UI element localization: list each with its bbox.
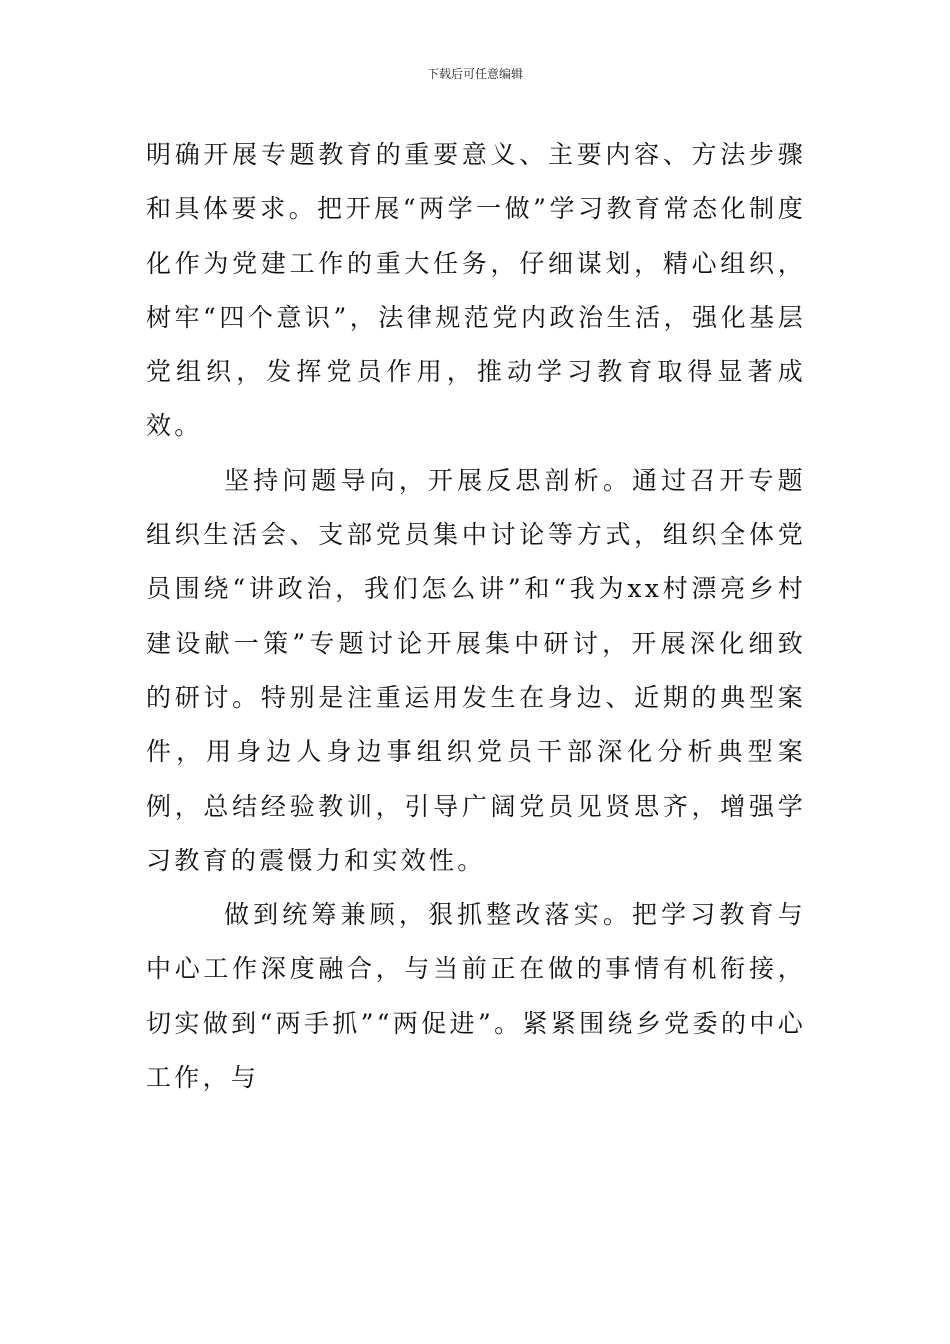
paragraph-3: 做到统筹兼顾，狠抓整改落实。把学习教育与中心工作深度融合，与当前正在做的事情有机衔接，切实做到“两手抓”“两促进”。紧紧围绕乡党委的中心工作，与	[146, 900, 806, 1093]
document-body	[146, 128, 806, 1105]
paragraph-1: 明确开展专题教育的重要意义、主要内容、方法步骤和具体要求。把开展“两学一做”学习教育常态化制度化作为党建工作的重大任务，仔细谋划，精心组织，树牢“四个意识”，法律规范党内政治生活，强化基层党组织，发挥党员作用，推动学习教育取得显著成效。	[146, 140, 806, 441]
page-header-note: 下载后可任意编辑	[426, 67, 523, 81]
paragraph-2: 坚持问题导向，开展反思剖析。通过召开专题组织生活会、支部党员集中讨论等方式，组织全体党员围绕“讲政治，我们怎么讲”和“我为xx村漂亮乡村建设献一策”专题讨论开展集中研讨，开展深化细致的研讨。特别是注重运用发生在身边、近期的典型案件，用身边人身边事组织党员干部深化分析典型案例，总结经验教训，引导广阔党员见贤思齐，增强学习教育的震慑力和实效性。	[146, 465, 806, 875]
